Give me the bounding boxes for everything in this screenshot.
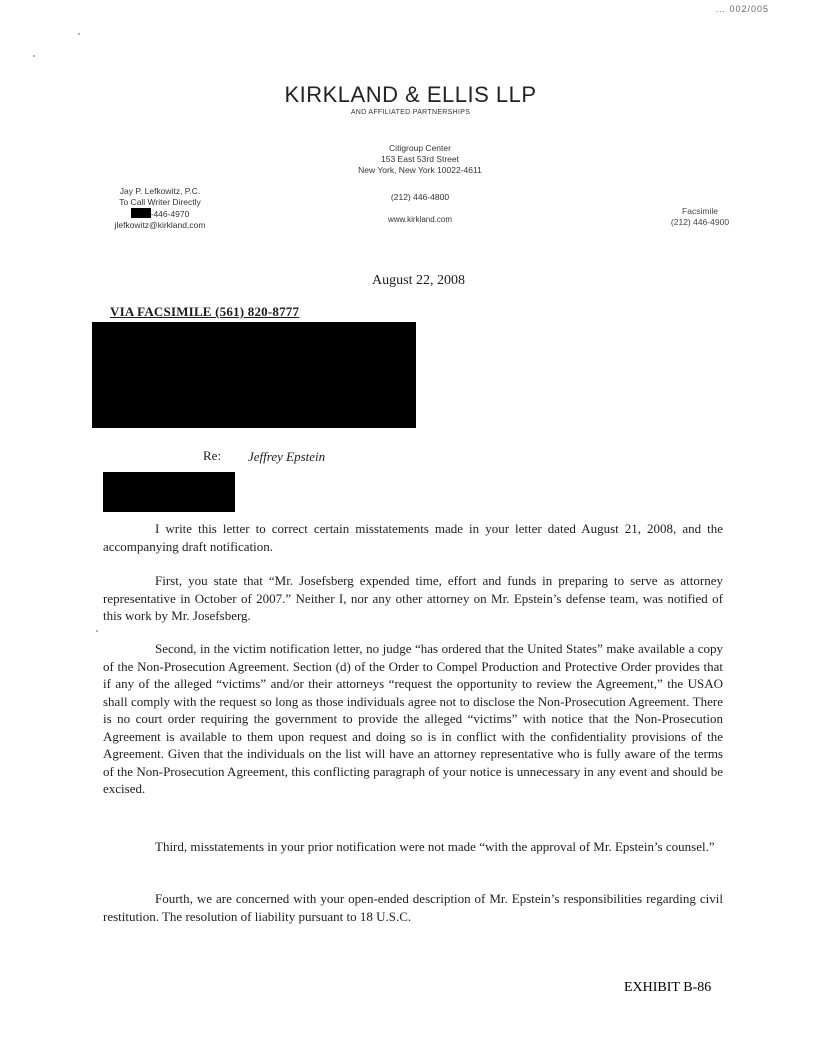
exhibit-label: EXHIBIT B-86 bbox=[624, 980, 712, 995]
facsimile-block bbox=[640, 206, 760, 228]
body-paragraph: Fourth, we are concerned with your open-ended description of Mr. Epstein’s responsibilities regarding civil restitution. The resolution of liability pursuant to 18 U.S.C. bbox=[103, 891, 723, 924]
letter-body bbox=[103, 640, 723, 798]
body-paragraph: First, you state that “Mr. Josefsberg expended time, effort and funds in preparing to serve as attorney representative in October of 2007.” Neither I, nor any other attorney on Mr. Epstein’s defense team, was notified of this work by Mr. Josefsberg. bbox=[103, 573, 723, 623]
fax-header: ... 002/005 bbox=[715, 4, 769, 14]
letter-body bbox=[103, 890, 723, 925]
facsimile-label: Facsimile bbox=[682, 206, 718, 216]
letter-body bbox=[103, 520, 723, 555]
body-paragraph: Third, misstatements in your prior notification were not made “with the approval of Mr. Epstein’s counsel.” bbox=[155, 839, 715, 854]
address-line: Citigroup Center bbox=[389, 143, 451, 153]
re-subject: Jeffrey Epstein bbox=[248, 449, 326, 464]
scan-speck bbox=[96, 630, 98, 632]
facsimile-number: (212) 446-4900 bbox=[670, 217, 730, 227]
letter-body bbox=[103, 838, 723, 856]
letter-date: August 22, 2008 bbox=[372, 273, 465, 288]
firm-subtitle: AND AFFILIATED PARTNERSHIPS bbox=[350, 109, 471, 116]
writer-name: Jay P. Lefkowitz, P.C. bbox=[119, 186, 201, 196]
redaction-bar bbox=[103, 472, 235, 512]
writer-contact bbox=[95, 186, 225, 231]
address-line: 153 East 53rd Street bbox=[381, 154, 459, 164]
writer-call-label: To Call Writer Directly bbox=[119, 197, 201, 207]
body-paragraph: Second, in the victim notification letter, no judge “has ordered that the United States” make available a copy of the Non-Prosecution Agreement. Section (d) of the Order to Compel Production and Protective Order provides that if any of the alleged “victims” and/or their attorneys “request the opportunity to review the Agreement,” the USAO shall comply with the request so long as those individuals agree not to disclose the Non-Prosecution Agreement. There is no court order requiring the government to provide the alleged “victims” with notice that the Non-Prosecution Agreement is available to them upon request and doing so is in conflict with the confidentiality provisions of the Agreement. Given that the individuals on the list will have an attorney representative who is fully aware of the terms of the Non-Prosecution Agreement, this conflicting paragraph of your notice is unnecessary in any event and should be excised. bbox=[103, 641, 723, 796]
scan-speck bbox=[33, 55, 35, 57]
firm-address bbox=[320, 143, 520, 176]
scan-speck bbox=[78, 33, 80, 35]
firm-website: www.kirkland.com bbox=[387, 215, 452, 224]
redaction-bar bbox=[131, 208, 151, 218]
address-line: New York, New York 10022-4611 bbox=[358, 165, 482, 175]
letter-body bbox=[103, 572, 723, 625]
firm-name: KIRKLAND & ELLIS LLP bbox=[284, 82, 537, 107]
firm-phone: (212) 446-4800 bbox=[390, 192, 450, 202]
body-paragraph: I write this letter to correct certain misstatements made in your letter dated August 21, 2008, and the accompanying draft notification. bbox=[103, 521, 723, 554]
writer-email: jlefkowitz@kirkland.com bbox=[114, 220, 206, 230]
via-facsimile-line: VIA FACSIMILE (561) 820-8777 bbox=[110, 304, 300, 319]
writer-phone bbox=[95, 208, 225, 220]
redaction-bar bbox=[92, 322, 416, 428]
writer-phone-number: -446-4970 bbox=[150, 209, 190, 219]
re-label: Re: bbox=[203, 448, 222, 463]
